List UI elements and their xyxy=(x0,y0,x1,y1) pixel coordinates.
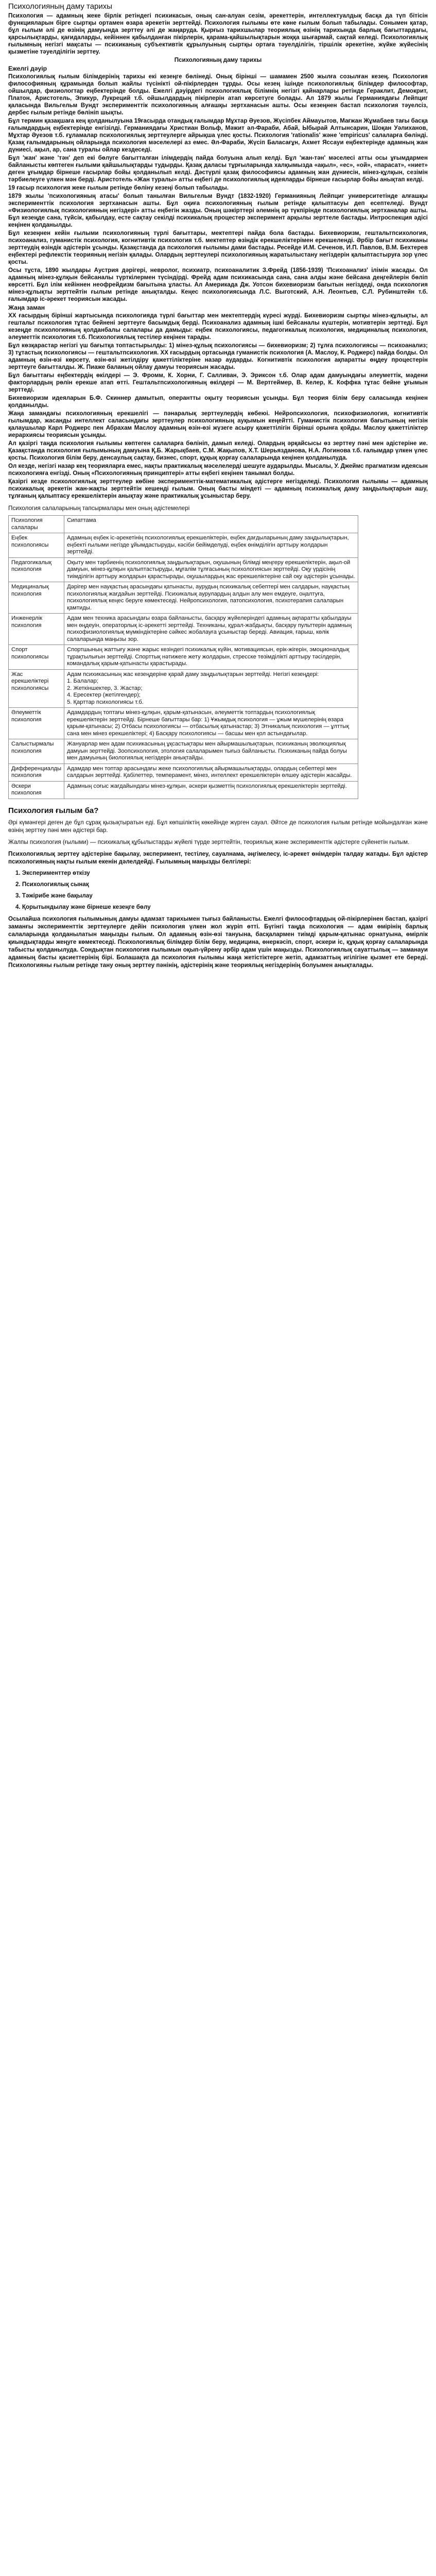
early-paragraph-1: Психологиялық ғылым білімдерінің тарихы екі кезеңге бөлінеді. Онық бірінші — шамамен 2500 жылға созылған кезең. Психология философияның құрамында болып жайлы түсінікті ой-пікірлерден тұрды. Осы кезең ішінде психологиялық білімдер философтар, ойшылдар, физиологтар еңбектерінде болды. Ежелгі дәуірдегі психологиялық білімнің негізгі қайнарлары ретінде Гераклит, Демокрит, Платон, Аристотель, Эпикур, Лукреций т.б. ойшылдардың пікірлерін атап көрсетуге болады. Ал 1879 жылы Германиядағы Лейпциг қаласында Вильгельм Вундт эксперименттік психологияның алғашқы зертханасын ашты. Осы кезеңнен бастап психология тәуелсіз, дербес ғылым ретінде бөлініп шықты. xyxy=(8,73,428,116)
branches-table xyxy=(8,515,358,799)
science-paragraph-4: Осылайша психология ғылымының дамуы адамзат тарихымен тығыз байланысты. Ежелгі философтардың ой-пікірлерінен бастап, қазіргі заманғы эксперименттік зерттеулерге дейін психология үлкен жол жүріп өтті. Бүгінгі таңда психология — адам өмірінің барлық салаларында қолданылатын маңызды ғылым. Ол адамның өзін-өзі тануына, басқалармен тиімді қарым-қатынас орнатуына, өмірлік қиындықтарды жеңуге көмектеседі. Психологиялық білімдер білім беру, медицина, өнеркәсіп, спорт, әскери іс, құқық қорғау салаларында табысты қолданылуда. Сондықтан психология ғылымын оқып-үйрену әрбір адам үшін маңызды. Психологиялық сауаттылық — заманауи адамның басты қасиеттерінің бірі. Болашақта да психология ғылымы жаңа жетістіктерге жетіп, адамзаттың игілігіне қызмет ете береді. Психологияны ғылым ретінде тану оның зерттеу пәнінің, әдістерінің және теориялық негіздерінің болуымен анықталады. xyxy=(8,915,428,969)
page-title: Психологияның даму тарихы xyxy=(8,2,113,11)
table-header-row xyxy=(9,516,358,533)
science-paragraph-1: Әрі күмәнгері деген де бұл сұрақ қызықтыратын еді. Бұл көпшіліктің көкейінде жүрген сауал. Әйтсе де психология ғылым ретінде мойындалған және өзінің зерттеу пәні мен әдістері бар. xyxy=(8,819,428,834)
modern-paragraph-7: Ол кезде, негізгі назар кең теорияларға емес, нақты практикалық мәселелерді шешуге аударылды. Мысалы, У. Джеймс прагматизм идеясын психологияға енгізді. Оның «Психологияның принциптері» атты еңбегі кеңінен танымал болды. xyxy=(8,463,428,477)
table-cell-name: Салыстырмалы психология xyxy=(9,739,64,764)
table-row xyxy=(9,533,358,558)
table-cell-text: Адамдар мен топтар арасындағы жеке психологиялық айырмашылықтарды, олардың себептері мен салдарын зерттейді. Қабілеттер, темперамент, мінез, интеллект ерекшеліктерін өлшеу әдістерін жасайды. xyxy=(64,764,358,781)
intro-paragraph: Психология — адамның жеке бірлік ретіндегі психикасын, оның сан-алуан сезім, әрекеттерін, интеллектуалдық басқа да түп бітісін функцияларын бірге сыртқы ортамен өзара әрекетін зерттейді. Психология ғылымы өте көне ғылым болып табылады. Сонымен қатар, бұл ғылым әлі де өзінің дамуында зерттеу әлі де жаңаруда. Қырғыз тарихшылар теориялық өзінің тарихында барлық бағыттардағы, қарсылықтарды, қағидаларды, кейіннен қабылданған пікірлерін, қарама-қайшылықтарын жоққа шығармай, сақтай келеді. Психологиялық ғылымның негізгі мақсаты — психиканың субъективтік құрылуының сыртқы ортаға тәуелділігін, тіршілік әрекетіне, жүйке жүйесінің қызметіне тәуелділігін зерттеу. xyxy=(8,12,428,55)
section-heading-modern: Жаңа заман xyxy=(8,304,45,311)
table-cell-text: Адам мен техника арасындағы өзара байланысты, басқару жүйелеріндегі адамның ақпаратты қабылдауы мен өңдеуін, операторлық іс-әрекетті зерттейді. Техниканы, құрал-жабдықты, басқару пульттерін адамның психофизиологиялық мүмкіндіктеріне сәйкес жобалауға ұсыныстар береді. Авиация, ғарыш, көлік салаларында маңызы зор. xyxy=(64,614,358,645)
science-list-item: 1. Эксперименттер өткізу xyxy=(15,869,90,876)
table-cell-name: Инженерлік психология xyxy=(9,614,64,645)
section-heading-early: Ежелгі дәуір xyxy=(8,65,47,72)
table-cell-text: Адамның соғыс жағдайындағы мінез-құлқын, әскери қызметтің психологиялық ерекшеліктерін зерттейді. xyxy=(64,781,358,799)
table-cell-name: Медициналық психология xyxy=(9,582,64,614)
modern-paragraph-1: ХХ ғасырдың бірінші жартысында психологияда түрлі бағыттар мен мектептердің күресі жүрді. Бихевиоризм сыртқы мінез-құлықты, ал гештальт психология тұтас бейнені зерттеуге басымдық берді. Психоанализ адамның ішкі бейсаналы күштерін, мотивтерін зерттеді. Бұл кезеңде психологияның қолданбалы салалары да дамыды: еңбек психологиясы, педагогикалық психология, медициналық психология, әлеуметтік психология т.б. Психологиялық тестілер кеңінен тарады. xyxy=(8,312,428,341)
table-row xyxy=(9,582,358,614)
table-cell-intro: Адам психикасының жас кезеңдеріне қарай даму заңдылықтарын зерттейді. Негізгі кезеңдері: xyxy=(67,671,319,677)
age-list-item: 4. Ересектер (жетілгендер); xyxy=(67,692,141,698)
table-row xyxy=(9,708,358,739)
table-row xyxy=(9,781,358,799)
science-list-item: 4. Қорытындылау және бірнеше кезеңге бөлу xyxy=(15,903,151,910)
modern-paragraph-2: Бұл көзқарастар негізгі үш бағытқа топтастырылды: 1) мінез-құлық психологиясы — бихевиоризм; 2) тұлға психологиясы — психоанализ; 3) тұтастық психологиясы — гештальтпсихология. ХХ ғасырдың ортасында гуманистік психология (А. Маслоу, К. Роджерс) пайда болды. Ол адамның өзін-өзі көрсету, өзін-өзі жетілдіру қажеттіліктеріне назар аударды. Когнитивтік психология ақпаратты өңдеу процестерін зерттеуге бағытталды. Ж. Пиаже баланың ойлау дамуы теориясын жасады. xyxy=(8,342,428,370)
table-cell-name: Әлеуметтік психология xyxy=(9,708,64,739)
table-caption: Психология салаларының тапсырмалары мен оның әдістемелері xyxy=(8,505,190,512)
table-cell-text: Адамдардың топтағы мінез-құлқын, қарым-қатынасын, әлеуметтік топтардың психологиялық ерекшеліктерін зерттейді. Бірнеше бағыттары бар: 1) Ұжымдық психология — ұжым мүшелерінің өзара қарым-қатынасы; 2) Отбасы психологиясы — отбасылық қатынастар; 3) Этникалық психология — ұлттық сана мен мінез ерекшеліктері; 4) Басқару психологиясы — басшы мен қол астындағылар. xyxy=(64,708,358,739)
early-paragraph-1879: 1879 жылы 'психологияның атасы' болып танылған Вильгельм Вундт (1832-1920) Германияның Лейпциг университетінде алғашқы эксперименттік психология зертханасын ашты. Бұл оқиға психологияның ғылым ретінде қалыптасуы деп есептеледі. Вундт «Физиологиялық психологияның негіздері» атты еңбегін жазды. Оның шәкірттері әлемнің әр түкпірінде психологиялық зертханалар ашты. Бұл кезеңде сана, түйсік, қабылдау, есте сақтау секілді психикалық процестер эксперимент арқылы зерттеле бастады. Интроспекция әдісі кеңінен қолданылды. xyxy=(8,193,428,228)
table-cell-name: Дифференциалды психология xyxy=(9,764,64,781)
table-cell-text: Оқыту мен тәрбиенің психологиялық заңдылықтарын, оқушының білімді меңгеру ерекшеліктерін, ақыл-ой дамуын, мінез-құлқын қалыптастыруды, мұғалім тұлғасының психологиясын зерттейді. Оқу үрдісінің тиімділігін арттыру жолдарын қарастырады, оқушылардың жас ерекшеліктеріне сай оқу әдістерін ұсынады. xyxy=(64,557,358,582)
modern-paragraph-8: Қазіргі кезде психологиялық зерттеулер көбіне эксперименттік-математикалық әдістерге негізделеді. Психология ғылымы — адамның психикалық әрекетін жан-жақты зерттейтін кешенді ғылым. Оның басты міндеті — адамның психикалық даму заңдылықтарын ашу, тұлғаның қалыптасу ерекшеліктерін анықтау және практикалық ұсыныстар беру. xyxy=(8,478,428,499)
document-page xyxy=(0,0,436,984)
early-paragraph-6: Осы тұста, 1890 жылдары Аустрия дәрігері, невролог, психиатр, психоаналитик З.Фрейд (1856-1939) 'Психоанализ' ілімін жасады. Ол адамның мінез-құлқын бейсаналы түрткілермен түсіндірді. Фрейд адам психикасында сана, сана алды және бейсана деңгейлерін бөліп көрсетті. Бұл ілім кейіннен неофрейдизм бағытына ұласты. Ал Америкада Дж. Уотсон бихевиоризм бағытын негіздеді, онда психология мінез-құлықты зерттейтін ғылым ретінде анықталды. Кеңес психологиясында Л.С. Выготский, А.Н. Леонтьев, С.Л. Рубинштейн т.б. ғалымдар іс-әрекет теориясын жасады. xyxy=(8,267,428,302)
table-row xyxy=(9,614,358,645)
science-list-item: 3. Тәжірибе және бақылау xyxy=(15,892,93,899)
science-paragraph-3: Психологиялық зерттеу әдістеріне бақылау, эксперимент, тестілеу, сауалнама, әңгімелесу, іс-әрекет өнімдерін талдау жатады. Бұл әдістер психологияның нақты ғылым екенін дәлелдейді. Ғылымның маңызды белгілері: xyxy=(8,850,428,865)
table-row xyxy=(9,669,358,708)
table-cell-name: Еңбек психологиясы xyxy=(9,533,64,558)
age-list-item: 5. Қарттар психологиясы т.б. xyxy=(67,699,144,705)
table-cell-text: Сипаттама xyxy=(64,516,358,533)
table-row xyxy=(9,557,358,582)
age-list-item: 2. Жеткіншектер, 3. Жастар; xyxy=(67,685,143,691)
table-cell-text: Дәрігер мен науқастың арасындағы қатынасты, аурудың психикалық себептері мен салдарын, науқастың психологиялық жағдайын зерттейді. Психикалық аурулардың алдын алу мен емдеуге, оңалтуға, психологиялық кеңес беруге көмектеседі. Нейропсихология, патопсихология, психотерапия салаларын қамтиды. xyxy=(64,582,358,614)
section-heading-science: Психология ғылым ба? xyxy=(8,806,99,815)
science-paragraph-2: Жалпы психология (ғылыми) — психикалық құбылыстарды жүйелі түрде зерттейтін, теориялық және эксперименттік әдістерге сүйенетін ғылым. xyxy=(8,838,410,845)
table-cell-name: Жас ерекшеліктері психологиясы xyxy=(9,669,64,708)
intro-heading: Психологияның даму тарихы xyxy=(174,57,262,63)
table-cell-name: Спорт психологиясы xyxy=(9,645,64,670)
early-paragraph-3: Бұл 'жан' және 'тән' деп екі бөлуге бағытталған ілімдердің пайда болуына алып келді. Бұл 'жан-тән' мәселесі атты осы ұғымдармен байланысты көптеген ғылыми қайшылықтарды тудырды. Қазақ даласы тұрғыларында халқымызда «ақыл», «ес», «ой», «парасат», «ниет» деген ұғымдар бірнеше ғасырлар бойы қолданылып келді. Дәстүрлі қазақ философиясы адамның жан дүниесін, мінез-құлқын, сезімін тәрбиелеуге үлкен мән берді. Аристотель «Жан туралы» атты еңбегі де психологиялық идеяларды бірнеше ғасырлар бойы анықтап келді. xyxy=(8,155,428,183)
early-paragraph-4: 19 ғасыр психология жеке ғылым ретінде бөліну кезеңі болып табылады. xyxy=(8,184,229,191)
table-row xyxy=(9,764,358,781)
table-cell-text: Спортшының жаттығу және жарыс кезіндегі психикалық күйін, мотивациясын, ерік-жігерін, эмоционалдық тұрақтылығын зерттейді. Спорттық нәтижеге жету жолдарын, стресске төзімділікті арттыру тәсілдерін, командалық қарым-қатынасты қарастырады. xyxy=(64,645,358,670)
science-list-item: 2. Психологиялық сынақ xyxy=(15,880,89,888)
modern-paragraph-6: Ал қазіргі таңда психология ғылымы көптеген салаларға бөлініп, дамып келеді. Олардың әрқайсысы өз зерттеу пәні мен әдістеріне ие. Қазақстанда психология ғылымының дамуына Қ.Б. Жарықбаев, С.М. Жақыпов, Х.Т. Шерьязданова, Н.А. Логинова т.б. ғалымдар үлкен үлес қосты. Психология білім беру, денсаулық сақтау, бизнес, спорт, құқық қорғау салаларында кеңінен қолданылуда. xyxy=(8,440,428,461)
table-row xyxy=(9,645,358,670)
age-list-item: 1. Балалар; xyxy=(67,678,98,684)
modern-paragraph-4: Бихевиоризм идеяларын Б.Ф. Скиннер дамытып, оперантты оқыту теориясын ұсынды. Бұл теория білім беру саласында кеңінен қолданылды. xyxy=(8,395,428,409)
modern-paragraph-5: Жаңа замандағы психологияның ерекшелігі — пәнаралық зерттеулердің көбеюі. Нейропсихология, психофизиология, когнитивтік ғылымдар, жасанды интеллект саласындағы зерттеулер психологияның ауқымын кеңейтті. Гуманистік психология бағытының негізін қалаушылар Карл Роджерс пен Абрахам Маслоу адамның өзін-өзі жүзеге асыру қажеттілігін бірінші орынға қойды. Маслоу қажеттіліктер иерархиясы теориясын ұсынды. xyxy=(8,410,428,438)
modern-paragraph-3: Бұл бағыттағы еңбектердің өкілдері — Э. Фромм, К. Хорни, Г. Салливан, Э. Эриксон т.б. Олар адам дамуындағы әлеуметтік, мәдени факторлардың рөлін ерекше атап өтті. Гештальтпсихологияның өкілдері — М. Вертгеймер, В. Келер, К. Коффка тұтас бейне ұғымын зерттеді. xyxy=(8,372,428,393)
table-cell-name: Психология салалары xyxy=(9,516,64,533)
table-cell-text xyxy=(64,669,358,708)
table-cell-name: Әскери психология xyxy=(9,781,64,799)
table-row xyxy=(9,739,358,764)
table-cell-text: Адамның еңбек іс-әрекетінің психологиялық ерекшеліктерін, еңбек дағдыларының даму заңдылықтарын, еңбекті ғылыми негізде ұйымдастыруды, кәсіби бейімделуді, еңбек өнімділігін арттыру жолдарын зерттейді. xyxy=(64,533,358,558)
early-paragraph-5: Бұл кезеңнен кейін ғылыми психологияның түрлі бағыттары, мектептері пайда бола бастады. Бихевиоризм, гештальтпсихология, психоанализ, гуманистік психология, когнитивтік психология т.б. мектептер өзіндік ерекшеліктерімен ерекшеленді. Әрбір бағыт психиканы зерттеудің өзіндік әдістерін ұсынды. Қазақстанда да психология ғылымы дами бастады. Ресейде И.М. Сеченов, И.П. Павлов, В.М. Бехтерев еңбектері рефлекстік теорияның негізін қалады. Олардың зерттеулері психологияның жаратылыстану негіздерін қалыптастыруға зор үлес қосты. xyxy=(8,230,428,265)
table-cell-name: Педагогикалық психология xyxy=(9,557,64,582)
table-cell-text: Жануарлар мен адам психикасының ұқсастықтары мен айырмашылықтарын, психиканың эволюциялық дамуын зерттейді. Зоопсихология, этология салаларымен тығыз байланысты. Психиканың пайда болуы мен дамуының биологиялық негіздерін анықтайды. xyxy=(64,739,358,764)
early-paragraph-2: Бұл термин қазақшаға кең қолданылуына 19ғасырда отандық ғалымдар Мұхтар Әуезов, Жүсіпбек Аймауытов, Мағжан Жұмабаев тағы басқа ғалымдардың еңбектерінде енгізілді. Германиядағы Христиан Вольф, Мәжит әл-Фараби, Абай, Ыбырай Алтынсарин, Шоқан Уәлиханов, Мұхтар Әуезов т.б. ғұламалар психологиялық зерттеулерге айрықша үлес қосты. Психология 'rationalis' және 'empiricus' салаларға бөлінді. Қазақ ғалымдарының ойларында психология мәселелері аз емес. Әл-Фараби, Жүсіп Баласағұн, Ахмет Яссауи еңбектерінде адамның жан дүниесі, ақыл, ар, сана туралы ойлар кездеседі. xyxy=(8,117,428,153)
